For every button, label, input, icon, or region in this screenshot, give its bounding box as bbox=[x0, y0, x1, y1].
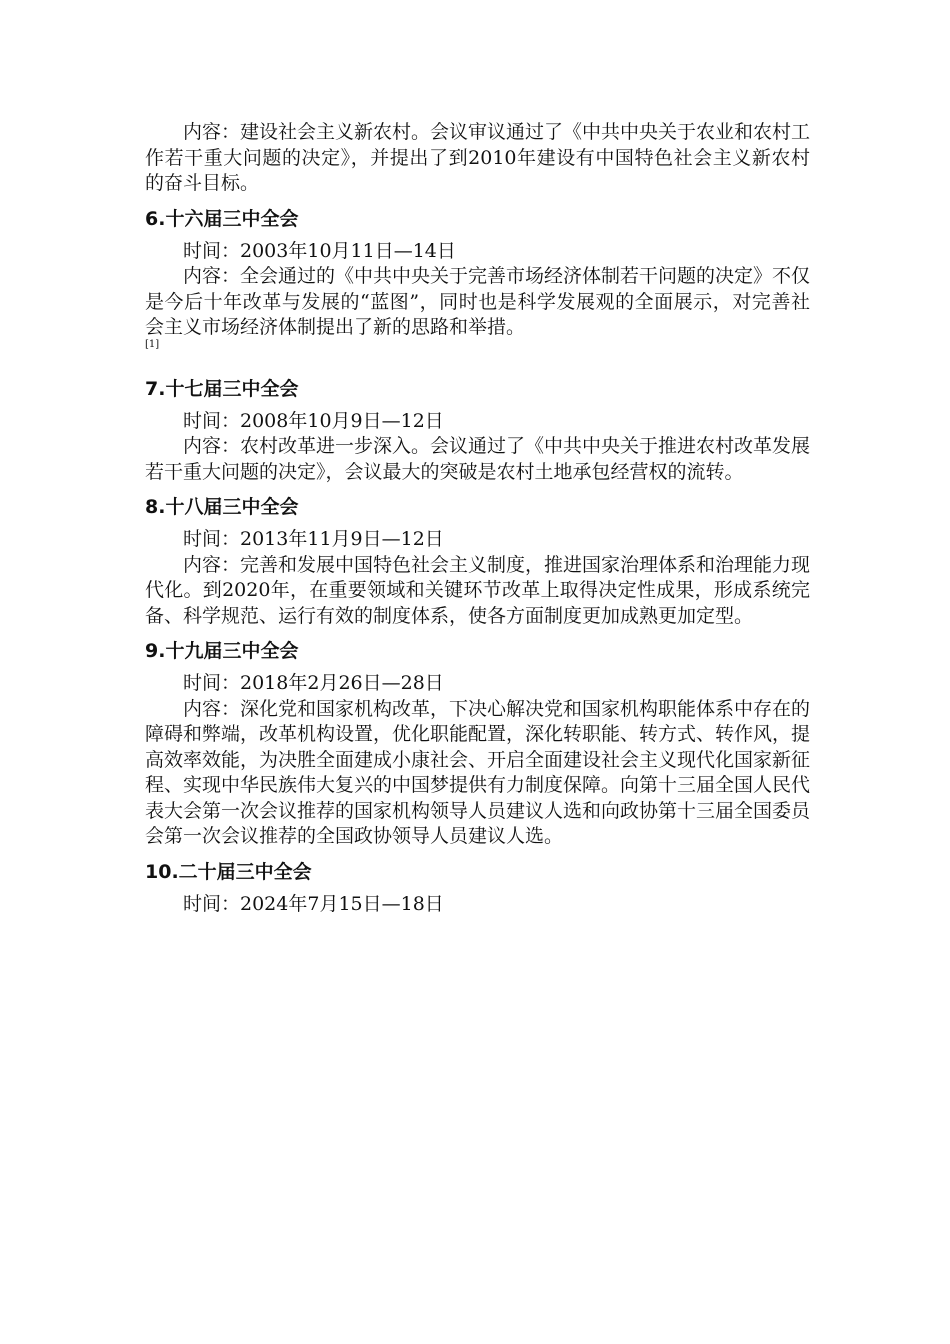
spacer bbox=[145, 351, 810, 367]
section-time: 时间：2003年10月11日—14日 bbox=[183, 239, 456, 262]
section-6 bbox=[145, 206, 810, 367]
section-heading: 9.十九届三中全会 bbox=[145, 640, 299, 662]
section-heading: 6.十六届三中全会 bbox=[145, 207, 299, 230]
footnote-reference[interactable]: [1] bbox=[145, 338, 160, 350]
section-content: 内容：农村改革进一步深入。会议通过了《中共中央关于推进农村改革发展若干重大问题的决定》，会议最大的突破是农村土地承包经营权的流转。 bbox=[145, 435, 811, 483]
section-8 bbox=[145, 494, 810, 629]
intro-content: 内容：建设社会主义新农村。会议审议通过了《中共中央关于农业和农村工作若干重大问题的决定》，并提出了到2010年建设有中国特色社会主义新农村的奋斗目标。 bbox=[145, 121, 811, 194]
section-time: 时间：2024年7月15日—18日 bbox=[183, 892, 444, 915]
section-10 bbox=[145, 859, 810, 918]
section-9 bbox=[145, 638, 810, 850]
section-heading: 7.十七届三中全会 bbox=[145, 377, 299, 400]
section-time: 时间：2013年11月9日—12日 bbox=[183, 528, 444, 550]
section-heading: 10.二十届三中全会 bbox=[145, 860, 312, 883]
section-time: 时间：2008年10月9日—12日 bbox=[183, 409, 444, 432]
section-content: 内容：全会通过的《中共中央关于完善市场经济体制若干问题的决定》不仅是今后十年改革与发展的“蓝图”，同时也是科学发展观的全面展示，对完善社会主义市场经济体制提出了新的思路和举措。 bbox=[145, 265, 811, 338]
section-content: 内容：深化党和国家机构改革，下决心解决党和国家机构职能体系中存在的障碍和弊端，改革机构设置，优化职能配置，深化转职能、转方式、转作风，提高效率效能，为决胜全面建成小康社会、开启全面建设社会主义现代化国家新征程、实现中华民族伟大复兴的中国梦提供有力制度保障。向第十三届全国人民代表大会第一次会议推荐的国家机构领导人员建议人选和向政协第十三届全国委员会第一次会议推荐的全国政协领导人员建议人选。 bbox=[145, 697, 811, 847]
document-page bbox=[145, 120, 810, 917]
section-7 bbox=[145, 376, 810, 486]
section-content: 内容：完善和发展中国特色社会主义制度，推进国家治理体系和治理能力现代化。到2020年，在重要领域和关键环节改革上取得决定性成果，形成系统完备、科学规范、运行有效的制度体系，使各方面制度更加成熟更加定型。 bbox=[145, 553, 811, 627]
section-time: 时间：2018年2月26日—28日 bbox=[183, 672, 444, 694]
section-heading: 8.十八届三中全会 bbox=[145, 496, 299, 518]
